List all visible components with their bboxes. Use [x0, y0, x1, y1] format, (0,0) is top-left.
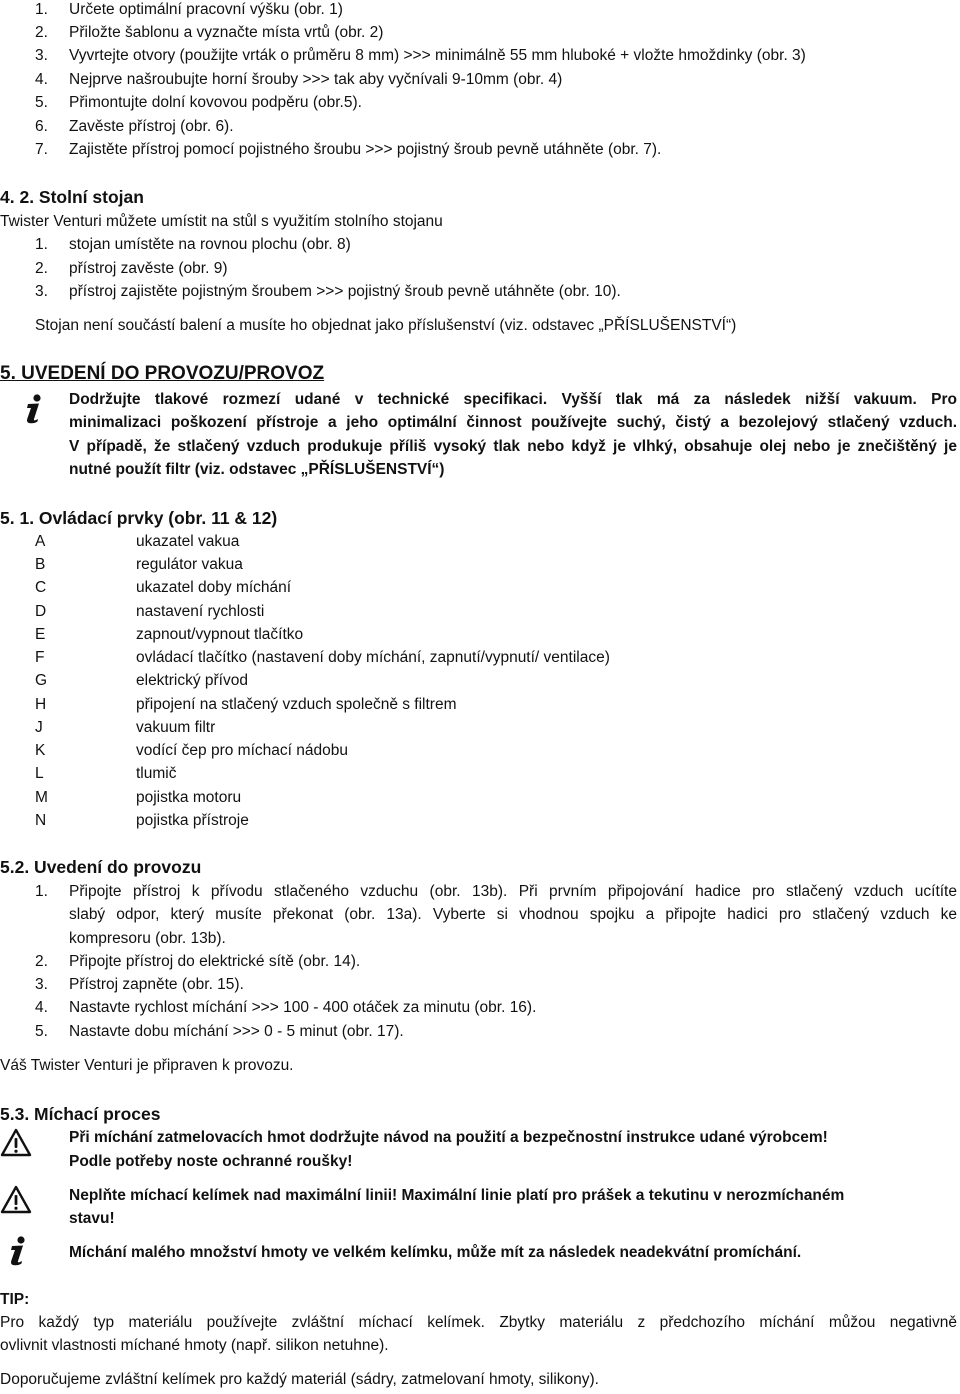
step-text: Zajistěte přístroj pomocí pojistného šroubu >>> pojistný šroub pevně utáhněte (obr. 7). [69, 141, 662, 158]
tip-text: Pro každý typ materiálu používejte zvláštní míchací kelímek. Zbytky materiálu z předchozího míchání můžou negativně [0, 1314, 957, 1331]
step-text: Připojte přístroj do elektrické sítě (obr. 14). [69, 953, 361, 970]
step-number: 3. [35, 283, 48, 300]
step-number: 5. [35, 1023, 48, 1040]
info-line: minimalizaci poškození přístroje a jeho optimální činnost používejte suchý, čistý a bezolejový stlačený vzduch. [69, 414, 957, 431]
step-text: Nejprve našroubujte horní šrouby >>> tak aby vyčnívali 9-10mm (obr. 4) [69, 71, 563, 88]
control-code: A [35, 533, 46, 550]
control-label: ukazatel vakua [136, 533, 240, 550]
info-line: V případě, že stlačený vzduch produkuje příliš vysoký tlak nebo když je vlhký, obsahuje olej nebo je znečištěný je [69, 438, 957, 455]
control-code: D [35, 603, 47, 620]
step-text: Zavěste přístroj (obr. 6). [69, 118, 234, 135]
section-heading-stand: 4. 2. Stolní stojan [0, 187, 144, 207]
section-heading-operation: 5. UVEDENÍ DO PROVOZU/PROVOZ [0, 363, 325, 384]
control-label: ukazatel doby míchání [136, 579, 292, 596]
control-code: J [35, 719, 43, 736]
warning-triangle-icon [0, 1185, 32, 1220]
section-heading-controls: 5. 1. Ovládací prvky (obr. 11 & 12) [0, 508, 278, 528]
control-code: K [35, 742, 46, 759]
control-code: E [35, 626, 46, 643]
step-text: přístroj zajistěte pojistným šroubem >>> pojistný šroub pevně utáhněte (obr. 10). [69, 283, 621, 300]
stand-note: Stojan není součástí balení a musíte ho objednat jako příslušenství (viz. odstavec „PŘÍSLUŠENSTVÍ“) [35, 317, 737, 334]
tip-text: ovlivnit vlastnosti míchané hmoty (např. silikon netuhne). [0, 1337, 389, 1354]
step-text: kompresoru (obr. 13b). [69, 930, 226, 947]
control-label: ovládací tlačítko (nastavení doby míchání, zapnutí/vypnutí/ ventilace) [136, 649, 610, 666]
warning-text: Podle potřeby noste ochranné roušky! [69, 1153, 353, 1170]
step-text: Nastavte dobu míchání >>> 0 - 5 minut (obr. 17). [69, 1023, 404, 1040]
step-number: 6. [35, 118, 48, 135]
info-text: Míchání malého množství hmoty ve velkém kelímku, může mít za následek neadekvátní promíchání. [69, 1244, 802, 1261]
step-number: 1. [35, 1, 48, 18]
control-label: zapnout/vypnout tlačítko [136, 626, 304, 643]
step-text: slabý odpor, který musíte překonat (obr. 13a). Vyberte si vhodnou spojku a připojte hadici pro stlačený vzduch ke [69, 906, 957, 923]
section-heading-mixing: 5.3. Míchací proces [0, 1104, 161, 1124]
step-number: 2. [35, 24, 48, 41]
step-text: Přimontujte dolní kovovou podpěru (obr.5). [69, 94, 362, 111]
step-text: Připojte přístroj k přívodu stlačeného vzduchu (obr. 13b). Při prvním připojování hadice pro stlačený vzduch ucítíte [69, 883, 957, 900]
step-number: 1. [35, 236, 48, 253]
control-code: G [35, 672, 48, 689]
warning-text: stavu! [69, 1210, 115, 1227]
step-number: 7. [35, 141, 48, 158]
tip-label: TIP: [0, 1291, 30, 1308]
step-number: 3. [35, 976, 48, 993]
warning-text: Při míchání zatmelovacích hmot dodržujte návod na použití a bezpečnostní instrukce udané výrobcem! [69, 1129, 828, 1146]
step-text: Přístroj zapněte (obr. 15). [69, 976, 244, 993]
control-label: vodící čep pro míchací nádobu [136, 742, 348, 759]
control-code: B [35, 556, 46, 573]
control-label: tlumič [136, 765, 177, 782]
control-code: H [35, 696, 47, 713]
step-number: 4. [35, 71, 48, 88]
tip-recommendation: Doporučujeme zvláštní kelímek pro každý materiál (sádry, zatmelovaní hmoty, silikony). [0, 1371, 599, 1388]
control-label: nastavení rychlosti [136, 603, 265, 620]
ready-text: Váš Twister Venturi je připraven k provozu. [0, 1057, 294, 1074]
warning-triangle-icon [0, 1128, 32, 1163]
stand-intro: Twister Venturi můžete umístit na stůl s využitím stolního stojanu [0, 213, 443, 230]
control-label: připojení na stlačený vzduch společně s filtrem [136, 696, 457, 713]
step-number: 5. [35, 94, 48, 111]
control-code: M [35, 789, 48, 806]
step-number: 4. [35, 999, 48, 1016]
step-number: 2. [35, 953, 48, 970]
step-number: 2. [35, 260, 48, 277]
step-text: Přiložte šablonu a vyznačte místa vrtů (obr. 2) [69, 24, 384, 41]
info-line: Dodržujte tlakové rozmezí udané v technické specifikaci. Vyšší tlak má za následek nižší vakuum. Pro [69, 391, 957, 408]
control-label: elektrický přívod [136, 672, 248, 689]
step-text: přístroj zavěste (obr. 9) [69, 260, 228, 277]
warning-text: Neplňte míchací kelímek nad maximální linii! Maximální linie platí pro prášek a tekutinu v nerozmíchaném [69, 1187, 845, 1204]
control-label: pojistka motoru [136, 789, 242, 806]
control-code: N [35, 812, 47, 829]
section-heading-startup: 5.2. Uvedení do provozu [0, 857, 202, 877]
info-icon [4, 1236, 30, 1271]
step-text: Určete optimální pracovní výšku (obr. 1) [69, 1, 343, 18]
step-number: 3. [35, 47, 48, 64]
info-icon [20, 394, 46, 429]
step-text: Vyvrtejte otvory (použijte vrták o průměru 8 mm) >>> minimálně 55 mm hluboké + vložte hmoždinky (obr. 3) [69, 47, 806, 64]
control-label: pojistka přístroje [136, 812, 249, 829]
step-text: stojan umístěte na rovnou plochu (obr. 8) [69, 236, 351, 253]
step-number: 1. [35, 883, 48, 900]
info-line: nutné použít filtr (viz. odstavec „PŘÍSLUŠENSTVÍ“) [69, 461, 445, 478]
control-label: regulátor vakua [136, 556, 243, 573]
control-code: C [35, 579, 47, 596]
control-code: L [35, 765, 44, 782]
control-label: vakuum filtr [136, 719, 216, 736]
step-text: Nastavte rychlost míchání >>> 100 - 400 otáček za minutu (obr. 16). [69, 999, 537, 1016]
control-code: F [35, 649, 45, 666]
